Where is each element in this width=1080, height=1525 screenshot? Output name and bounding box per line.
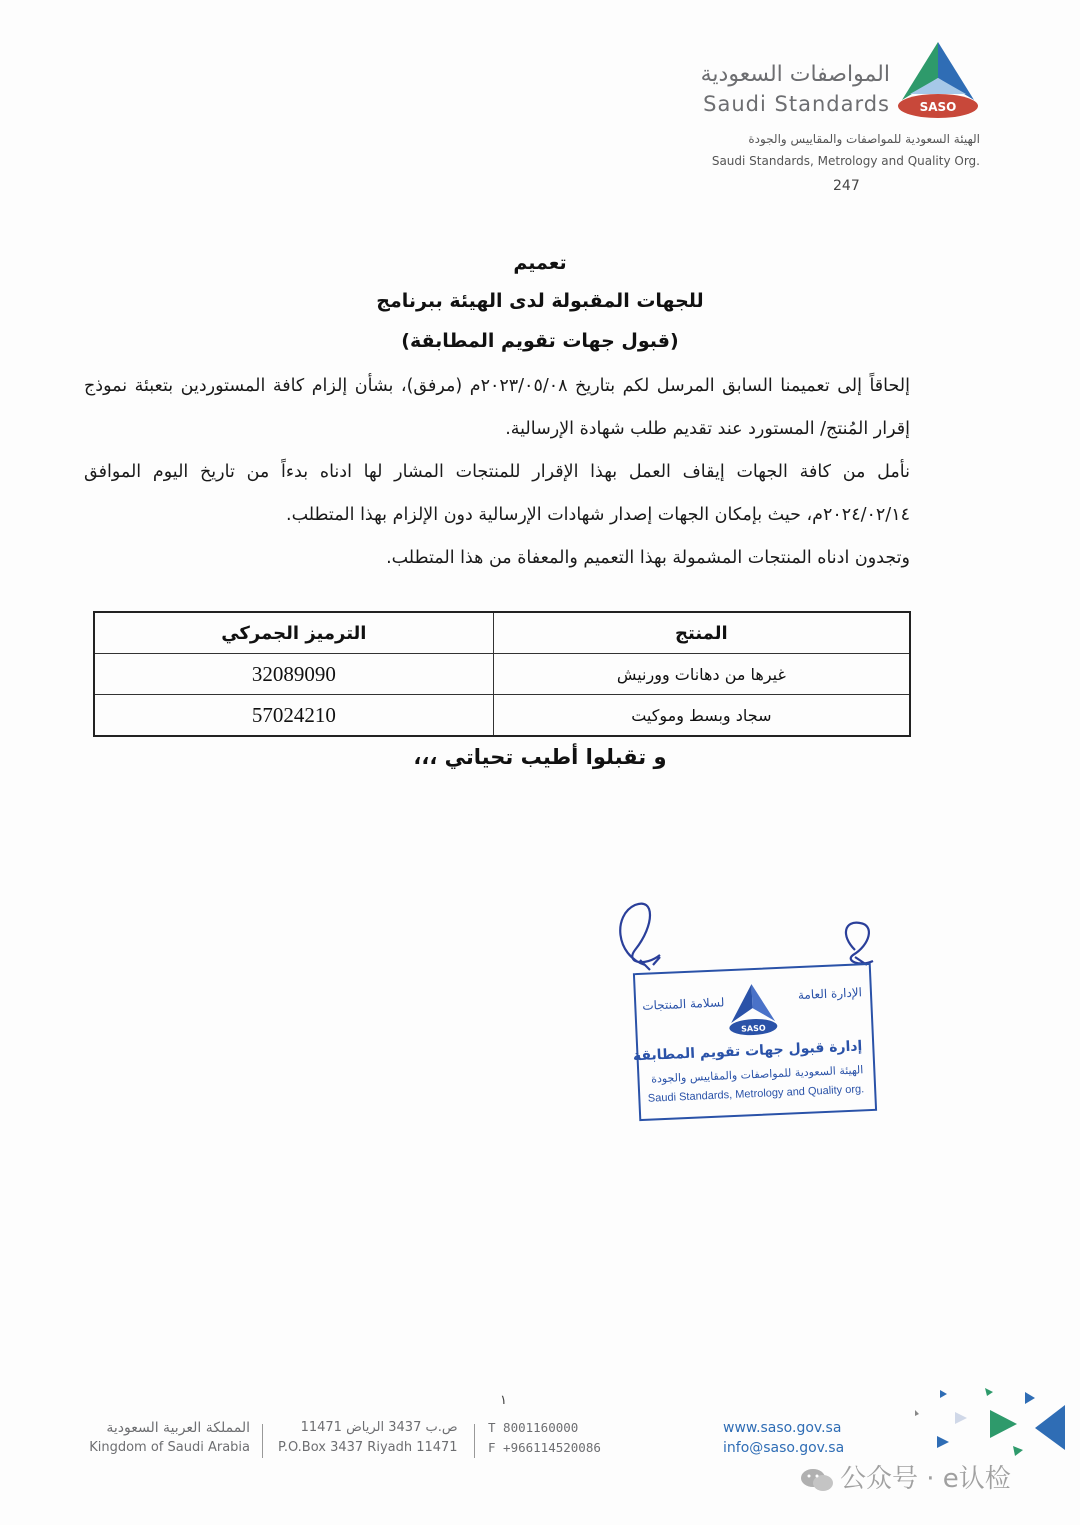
org-name-english: Saudi Standards, Metrology and Quality Org. [711,154,980,168]
product-cell: غيرها من دهانات وورنيش [493,654,910,695]
wechat-icon [800,1467,834,1493]
wechat-watermark [800,1458,1011,1495]
country-english: Kingdom of Saudi Arabia [89,1440,250,1455]
footer-divider [262,1424,263,1458]
body-paragraph-1: إلحاقاً إلى تعميمنا السابق المرسل لكم بتاريخ ٢٠٢٣/٠٥/٠٨م (مرفق)، بشأن إلزام كافة المستوردين بتعبئة نموذج إقرار المُنتج/ المستورد عند تقديم طلب شهادة الإرسالية. [84,376,910,439]
website-link[interactable]: www.saso.gov.sa [723,1420,842,1436]
program-name: (قبول جهات تقويم المطابقة) [401,330,679,352]
stamp-main-text: إدارة قبول جهات تقويم المطابقة [632,1038,863,1065]
stamp-division: لسلامة المنتجات [642,995,725,1013]
column-header-customs-code: الترميز الجمركي [94,612,493,654]
decorative-triangles [905,1380,1070,1460]
table-row [94,695,910,737]
customs-code-cell: 32089090 [94,654,493,695]
phone-number: T 8001160000 [488,1420,579,1435]
email-link[interactable]: info@saso.gov.sa [723,1440,845,1456]
fax-number: F +966114520086 [488,1440,601,1455]
saso-logo-icon [896,40,980,120]
circular-subtitle: للجهات المقبولة لدى الهيئة ببرنامج [376,290,704,312]
stamp-org-arabic: الهيئة السعودية للمواصفات والمقاييس والجودة [650,1063,864,1086]
stamp-org-english: Saudi Standards, Metrology and Quality org. [647,1083,865,1105]
page-number: ١ [500,1393,507,1408]
table-header-row [94,612,910,654]
customs-code-cell: 57024210 [94,695,493,737]
stamp-logo-icon [725,981,779,1037]
pobox-arabic: ص.ب 3437 الرياض 11471 [300,1420,458,1435]
body-paragraph-2: نأمل من كافة الجهات إيقاف العمل بهذا الإقرار للمنتجات المشار لها ادناه بدءاً من تاريخ اليوم الموافق ٢٠٢٤/٠٢/١٤م، حيث بإمكان الجهات إصدار شهادات الإرسالية دون الإلزام بهذا المتطلب. [84,462,910,525]
letter-body [84,365,910,580]
product-cell: سجاد وبسط وموكيت [493,695,910,737]
exempt-products-table [93,611,911,737]
logo-english-text: Saudi Standards [703,92,890,116]
country-arabic: المملكة العربية السعودية [106,1420,250,1436]
stamp-badge-text: SASO [740,1023,766,1034]
footer-divider [474,1424,475,1458]
footer-contact-numbers [488,1418,601,1458]
column-header-product: المنتج [493,612,910,654]
pobox-english: P.O.Box 3437 Riyadh 11471 [278,1440,458,1455]
footer-country [74,1418,250,1458]
footer-web [723,1418,844,1458]
org-name-arabic: الهيئة السعودية للمواصفات والمقاييس والجودة [748,132,980,146]
stamp-department: الإدارة العامة [797,985,863,1003]
official-stamp [633,963,877,1121]
watermark-text: 公众号 · e认检 [840,1464,1011,1494]
circular-title: تعميم [513,252,567,274]
logo-arabic-text: المواصفات السعودية [700,62,890,87]
logo-badge-text: SASO [919,100,957,114]
reference-number: 247 [833,178,860,194]
footer-address [278,1418,458,1458]
closing-greeting: و تقبلوا أطيب تحياتي ،،، [413,745,667,769]
table-row [94,654,910,695]
body-paragraph-3: وتجدون ادناه المنتجات المشمولة بهذا التعميم والمعفاة من هذا المتطلب. [386,548,910,568]
saso-header-logo [600,40,980,210]
